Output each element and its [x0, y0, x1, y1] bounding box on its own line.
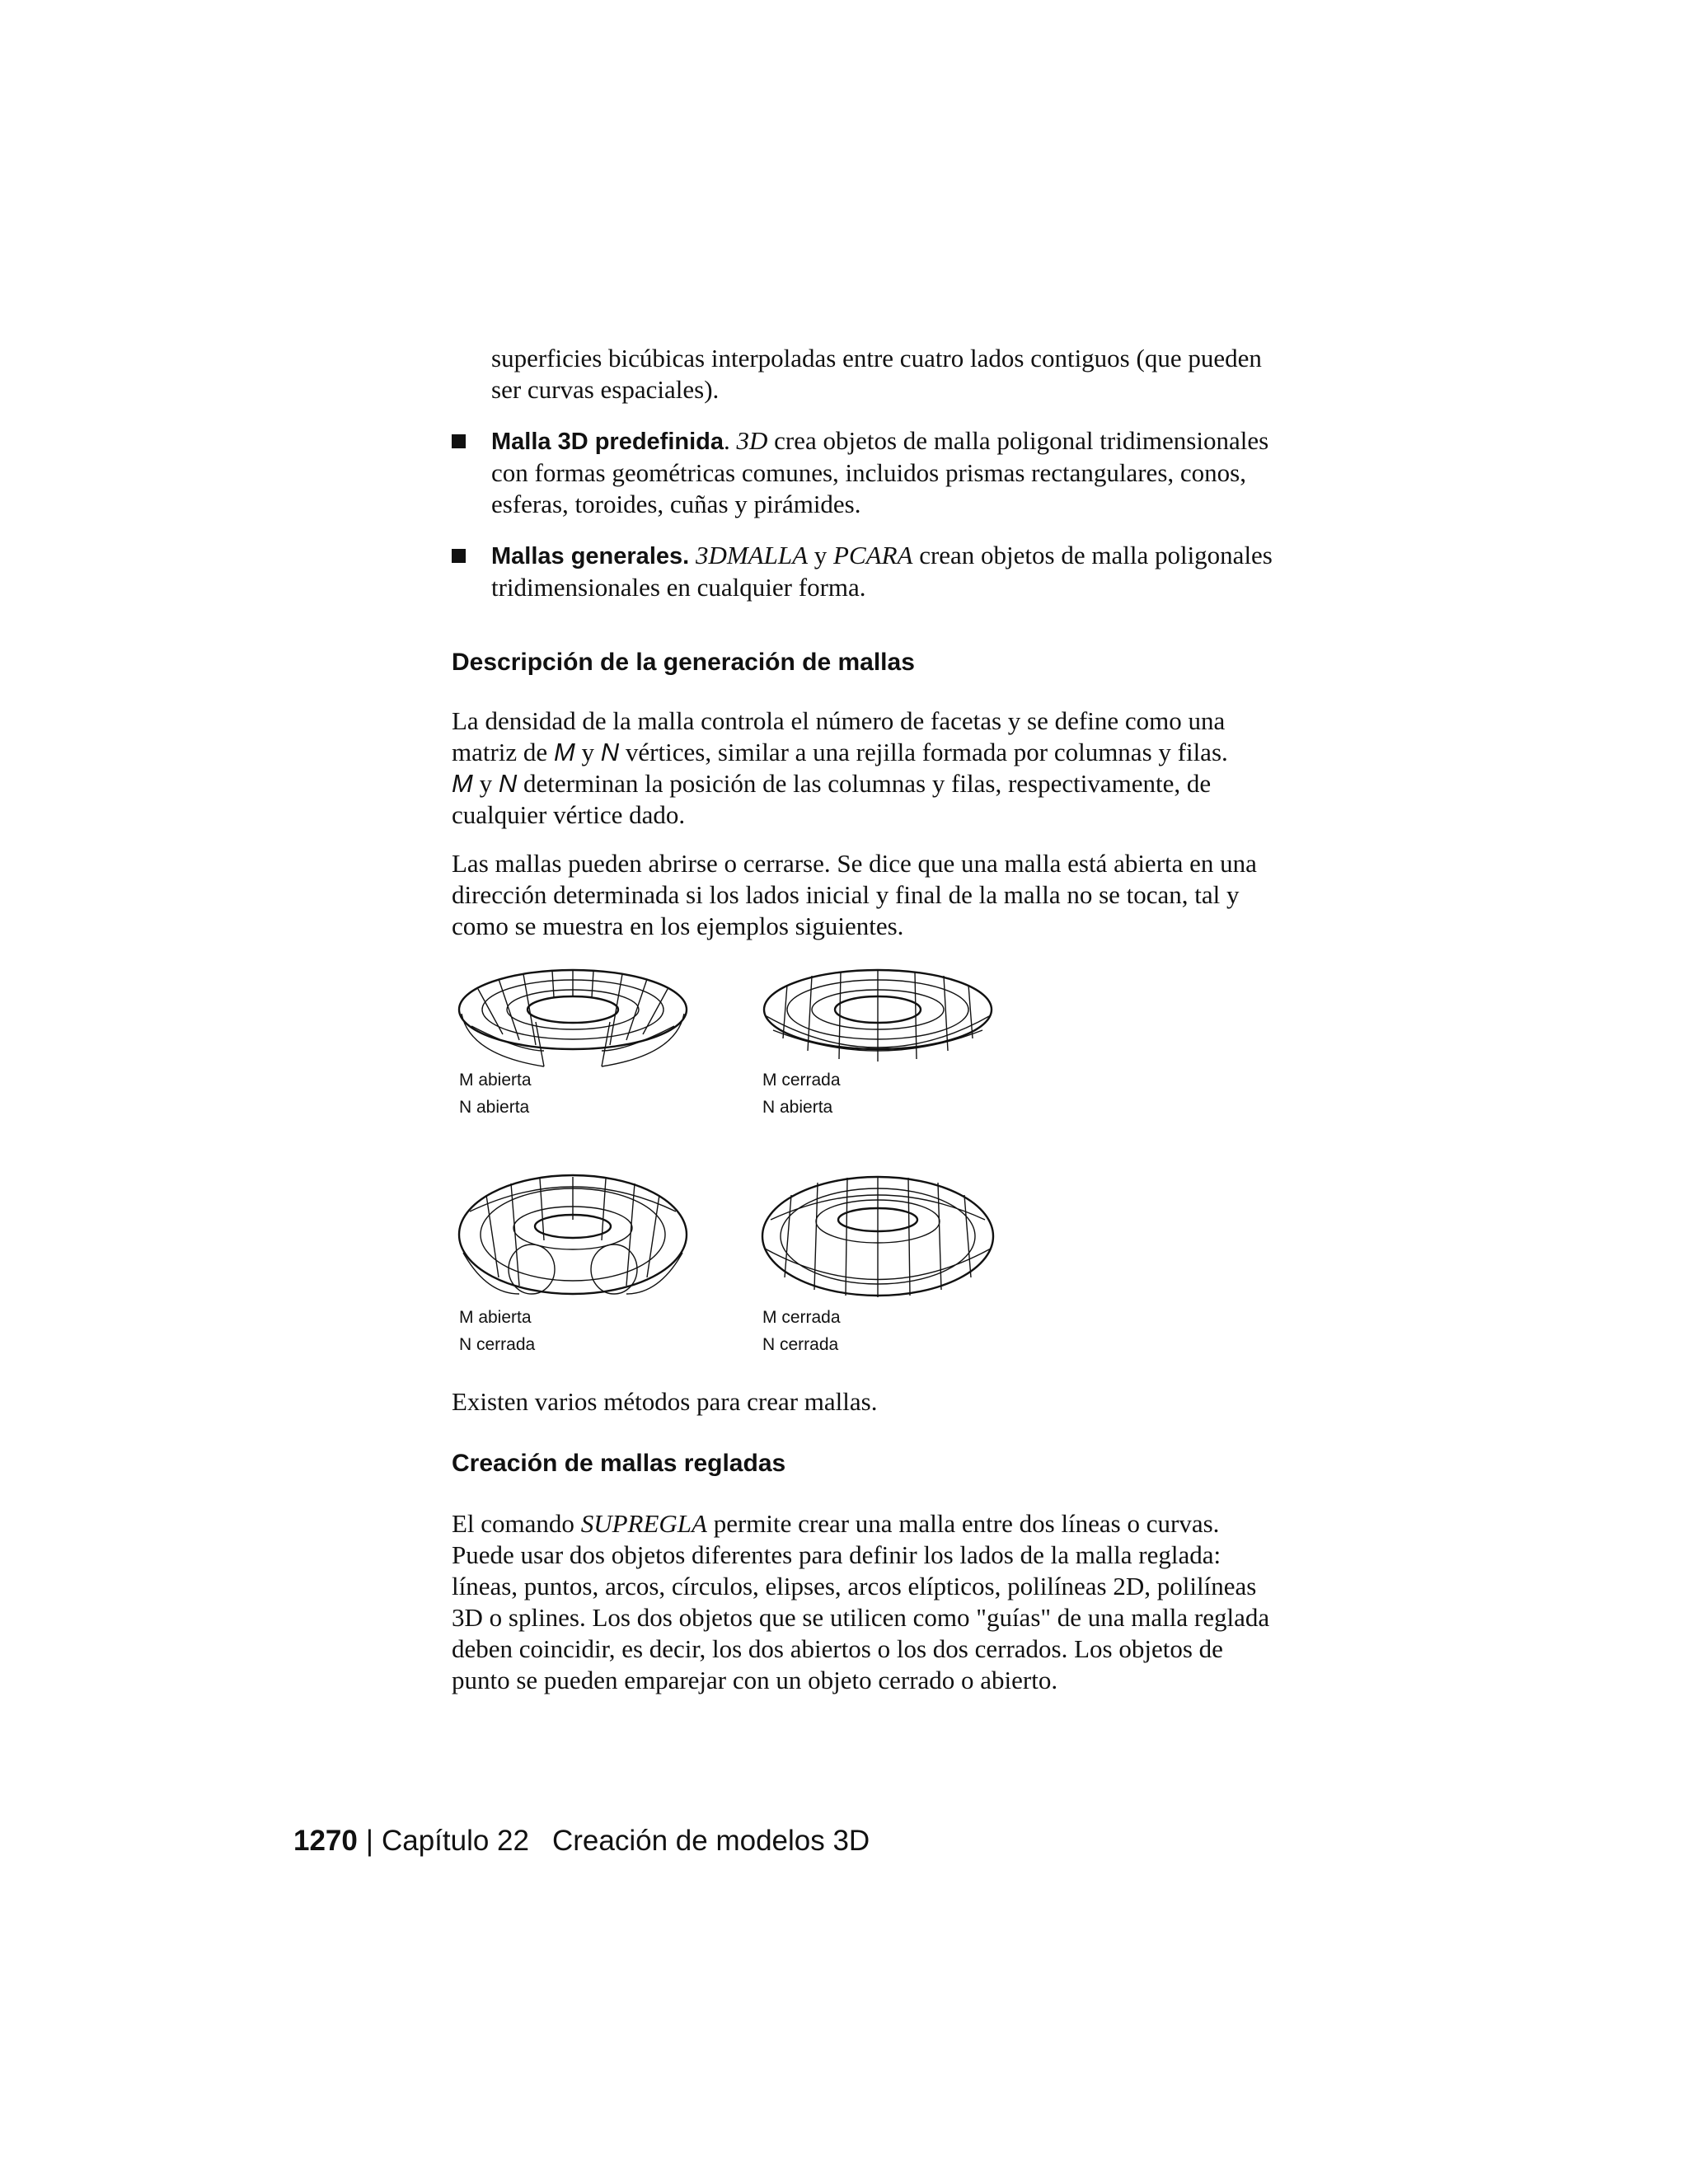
- torus-wireframe-image: [453, 964, 692, 1080]
- torus-figure-m-open-n-open: [453, 964, 692, 1080]
- torus-wireframe-image: [453, 1170, 692, 1306]
- figure-caption: M cerrada N abierta: [762, 1071, 841, 1117]
- intro-paragraph: [491, 343, 1325, 405]
- chapter-label: Capítulo 22: [381, 1825, 529, 1857]
- document-page: superficies bicúbicas interpoladas entre cuatro lados contiguos (que pueden ser curvas espaciales). Malla 3D predefinida. 3D crea objetos de malla poligonal tridimensionales con formas geométricas comunes, incluidos prismas rectangulares, conos, esferas, toroides, cuñas y pirámides. Mallas generales. 3DMALLA y PCARA crean objetos de malla poligonales tridimensionales en cualquier forma. Descripción de la generación de mallas La densidad de la malla controla el número de facetas y se define como una matriz de M y N vértices, similar a una rejilla formada por columnas y filas. M y N determinan la posición de las columnas y filas, respectivamente, de cualquier vértice dado. Las mallas pueden abrirse o cerrarse. Se dice que una malla está abierta en una dirección determinada si los lados inicial y final de la malla no se tocan, tal y como se muestra en los ejemplos siguientes. M abierta N abierta M cerrada N abierta M abierta N cerrada M cerrada N cerrada Existen varios métodos para crear mallas. Creación de mallas regladas El comando SUPREGLA permite crear una malla entre dos líneas o curvas. Puede usar dos objetos diferentes para definir los lados de la malla reglada: líneas, puntos, arcos, círculos, elipses, arcos elípticos, polilíneas 2D, polilíneas 3D o splines. Los dos objetos que se utilicen como "guías" de una malla reglada deben coincidir, es decir, los dos abiertos o los dos cerrados. Los objetos de punto se pueden emparejar con un objeto cerrado o abierto. 1270 | Capítulo 22 Creación de modelos 3D: [0, 0, 1688, 2184]
- page-footer: [293, 1823, 870, 1859]
- intro-line-1: superficies bicúbicas interpoladas entre cuatro lados contiguos (que pueden: [491, 344, 1262, 373]
- paragraph-ruled-mesh: El comando SUPREGLA permite crear una malla entre dos líneas o curvas. Puede usar dos objetos diferentes para definir los lados de la malla reglada: líneas, puntos, arcos, círculos, elipses, arcos elípticos, polilíneas 2D, polilíneas 3D o splines. Los dos objetos que se utilicen como "guías" de una malla reglada deben coincidir, es decir, los dos abiertos o los dos cerrados. Los objetos de punto se pueden emparejar con un objeto cerrado o abierto.: [452, 1509, 1270, 1694]
- command-name: 3D: [736, 426, 768, 455]
- section-heading: Descripción de la generación de mallas: [452, 649, 915, 676]
- bullet-lead: Mallas generales.: [491, 543, 690, 569]
- figure-caption: M abierta N abierta: [459, 1071, 532, 1117]
- command-name: 3DMALLA: [695, 541, 809, 569]
- bullet-square-icon: [452, 434, 466, 448]
- figure-caption: M cerrada N cerrada: [762, 1308, 841, 1354]
- command-name: PCARA: [833, 541, 913, 569]
- chapter-title: Creación de modelos 3D: [552, 1825, 870, 1857]
- torus-figure-m-closed-n-open: [758, 964, 997, 1080]
- paragraph-methods: Existen varios métodos para crear mallas.: [452, 1387, 878, 1416]
- command-name: SUPREGLA: [580, 1509, 707, 1538]
- page-number: 1270: [293, 1825, 358, 1857]
- section-heading: Creación de mallas regladas: [452, 1450, 786, 1477]
- torus-figure-m-open-n-closed: [453, 1170, 692, 1306]
- figure-caption: M abierta N cerrada: [459, 1308, 536, 1354]
- intro-line-2: ser curvas espaciales).: [491, 375, 720, 404]
- torus-wireframe-image: [758, 964, 997, 1080]
- paragraph-open-closed: Las mallas pueden abrirse o cerrarse. Se dice que una malla está abierta en una dirección determinada si los lados inicial y final de la malla no se tocan, tal y como se muestra en los ejemplos siguientes.: [452, 849, 1257, 940]
- bullet-square-icon: [452, 549, 466, 563]
- paragraph-mesh-density: La densidad de la malla controla el número de facetas y se define como una matriz de M y N vértices, similar a una rejilla formada por columnas y filas. M y N determinan la posición de las columnas y filas, respectivamente, de cualquier vértice dado.: [452, 706, 1228, 829]
- torus-figure-m-closed-n-closed: [758, 1170, 997, 1306]
- torus-wireframe-image: [758, 1170, 997, 1306]
- bullet-lead: Malla 3D predefinida: [491, 429, 724, 455]
- footer-separator: |: [365, 1825, 373, 1857]
